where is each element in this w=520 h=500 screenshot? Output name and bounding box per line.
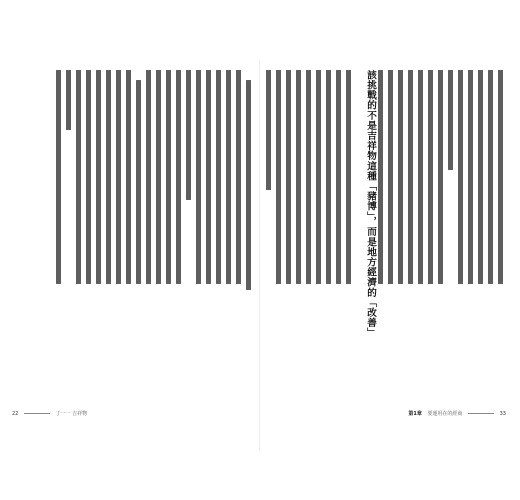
left-page-number: 22: [12, 411, 19, 417]
section-heading: [362, 70, 376, 338]
folio-divider: [468, 413, 494, 414]
text-line: [336, 70, 341, 284]
chapter-label: 第1章: [408, 411, 422, 417]
text-line: [216, 70, 221, 284]
text-line: [86, 70, 91, 284]
text-line: [378, 70, 383, 284]
left-folio: [12, 410, 87, 417]
text-line: [186, 70, 191, 200]
text-line: [166, 70, 171, 284]
text-line: [206, 70, 211, 284]
text-line: [66, 70, 71, 130]
page-gutter: [259, 60, 260, 450]
text-line: [196, 70, 201, 284]
text-line: [498, 70, 503, 284]
text-line: [136, 80, 141, 284]
text-line: [306, 70, 311, 284]
left-running-head: 丁一一 吉祥物: [55, 411, 88, 417]
right-page-number: 33: [499, 411, 506, 417]
text-line: [276, 70, 281, 284]
text-line: [398, 70, 403, 284]
text-line: [448, 70, 453, 170]
text-line: [388, 70, 393, 284]
text-line: [116, 70, 121, 284]
text-line: [76, 70, 81, 284]
right-folio: [408, 410, 506, 417]
text-line: [106, 70, 111, 284]
text-line: [146, 70, 151, 284]
text-line: [408, 70, 413, 284]
right-running-head: 要運用在的經商: [427, 411, 463, 417]
text-line: [478, 70, 483, 284]
section-heading-text: 該挑戰的不是吉祥物這種「豬博」，而是地方經濟的「改善」: [365, 70, 376, 338]
text-line: [418, 70, 423, 284]
text-line: [346, 70, 351, 284]
text-line: [488, 70, 493, 284]
text-line: [458, 70, 463, 284]
folio-divider: [24, 413, 50, 414]
text-line: [126, 70, 131, 284]
text-line: [56, 70, 61, 284]
text-line: [156, 70, 161, 284]
text-line: [226, 70, 231, 284]
text-line: [246, 80, 251, 290]
text-line: [316, 70, 321, 284]
text-line: [428, 70, 433, 284]
text-line: [266, 70, 271, 190]
text-line: [236, 70, 241, 284]
text-line: [96, 70, 101, 284]
text-line: [468, 70, 473, 284]
text-line: [296, 70, 301, 284]
text-line: [326, 70, 331, 284]
text-line: [438, 70, 443, 284]
left-page: [14, 70, 258, 438]
right-page: [262, 70, 506, 438]
text-line: [176, 70, 181, 284]
text-line: [286, 70, 291, 284]
